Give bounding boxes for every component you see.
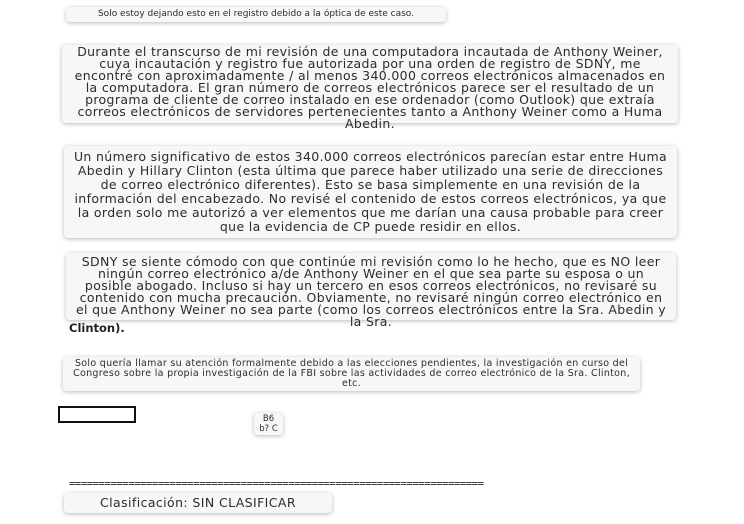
redaction-code-line2: b? C bbox=[259, 424, 278, 434]
paragraph-1: Durante el transcurso de mi revisión de una computadora incautada de Anthony Weiner, cuya incautación y registro fue autorizada por una orden de registro de SDNY, me encontré con aproximadamente / al menos 340.000 correos electrónicos almacenados en la computadora. El gran número de correos electrónicos parece ser el resultado de un programa de cliente de correo instalado en ese ordenador (como Outlook) que extraía correos electrónicos de servidores pertenecientes tanto a Anthony Weiner como a Huma Abedin. bbox=[62, 45, 678, 123]
redaction-code-line1: B6 bbox=[262, 414, 275, 424]
classification-label: Clasificación: SIN CLASIFICAR bbox=[64, 493, 332, 513]
paragraph-3: SDNY se siente cómodo con que continúe mi revisión como lo he hecho, que es NO leer ningún correo electrónico a/de Anthony Weiner en el que sea parte su esposa o un posible abogado. Incluso si hay un tercero en esos correos electrónicos, no revisaré su contenido con mucha precaución. Obviamente, no revisaré ningún correo electrónico en el que Anthony Weiner no sea parte (como los correos electrónicos entre la Sra. Abedin y la Sra. bbox=[66, 253, 676, 320]
separator-line: ====================================================================== bbox=[69, 478, 484, 490]
paragraph-4: Solo quería llamar su atención formalmente debido a las elecciones pendientes, la investigación en curso del Congreso sobre la propia investigación de la FBI sobre las actividades de correo electrónico de la Sra. Clinton, etc. bbox=[63, 357, 640, 391]
redaction-box bbox=[58, 406, 136, 423]
paragraph-2: Un número significativo de estos 340.000 correos electrónicos parecían estar entre Huma Abedin y Hillary Clinton (esta última que parece haber utilizado una serie de direcciones de correo electrónico diferentes). Esto se basa simplemente en una revisión de la información del encabezado. No revisé el contenido de estos correos electrónicos, ya que la orden solo me autorizó a ver elementos que me darían una causa probable para creer que la evidencia de CP puede residir en ellos. bbox=[64, 146, 677, 238]
redaction-code bbox=[254, 413, 283, 435]
clinton-fragment: Clinton). bbox=[69, 321, 125, 335]
top-note: Solo estoy dejando esto en el registro debido a la óptica de este caso. bbox=[66, 7, 446, 22]
